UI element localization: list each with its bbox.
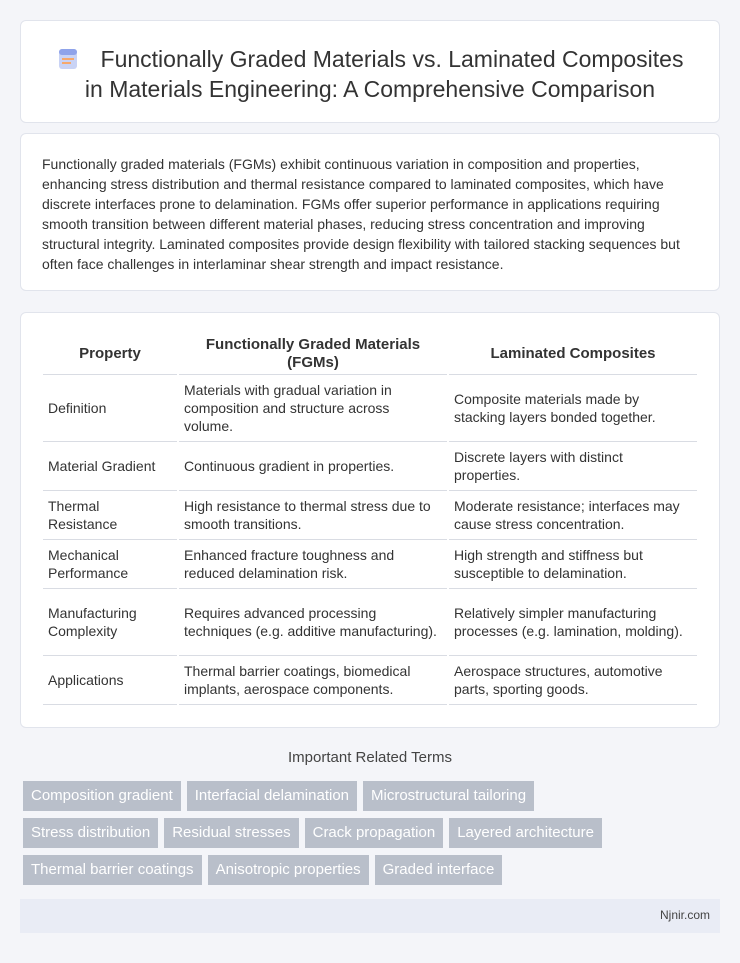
tag-row xyxy=(23,781,723,811)
page-title xyxy=(21,44,719,104)
header-property: Property xyxy=(43,333,177,375)
related-term-tag[interactable]: Interfacial delamination xyxy=(187,781,357,811)
row-fgm: Continuous gradient in properties. xyxy=(179,442,447,491)
related-terms-list xyxy=(23,781,723,892)
table-row xyxy=(43,491,697,540)
row-property: Mechanical Performance xyxy=(43,540,177,589)
related-term-tag[interactable]: Microstructural tailoring xyxy=(363,781,534,811)
row-property: Definition xyxy=(43,375,177,442)
related-term-tag[interactable]: Stress distribution xyxy=(23,818,158,848)
title-line-1: Functionally Graded Materials vs. Laminated Composites xyxy=(100,46,684,72)
table-row xyxy=(43,375,697,442)
intro-paragraph: Functionally graded materials (FGMs) exhibit continuous variation in composition and properties, enhancing stress distribution and thermal resistance compared to laminated composites, which have discrete interfaces prone to delamination. FGMs offer superior performance in applications requiring smooth transition between different material phases, reducing stress concentration and improving structural integrity. Laminated composites provide design flexibility with tailored stacking sequences but often face challenges in interlaminar shear strength and impact resistance. xyxy=(42,156,680,272)
row-laminated: Relatively simpler manufacturing processes (e.g. lamination, molding). xyxy=(449,589,697,656)
related-term-tag[interactable]: Composition gradient xyxy=(23,781,181,811)
row-laminated: Composite materials made by stacking layers bonded together. xyxy=(449,375,697,442)
row-laminated: Discrete layers with distinct properties. xyxy=(449,442,697,491)
row-fgm: Materials with gradual variation in composition and structure across volume. xyxy=(179,375,447,442)
related-term-tag[interactable]: Crack propagation xyxy=(305,818,444,848)
related-term-tag[interactable]: Graded interface xyxy=(375,855,503,885)
row-property: Thermal Resistance xyxy=(43,491,177,540)
related-term-tag[interactable]: Residual stresses xyxy=(164,818,298,848)
row-property: Material Gradient xyxy=(43,442,177,491)
related-term-tag[interactable]: Thermal barrier coatings xyxy=(23,855,202,885)
table-row xyxy=(43,589,697,656)
intro-card xyxy=(20,133,720,291)
title-card xyxy=(20,20,720,123)
tag-row xyxy=(23,855,723,885)
row-laminated: Moderate resistance; interfaces may cause stress concentration. xyxy=(449,491,697,540)
related-term-tag[interactable]: Layered architecture xyxy=(449,818,602,848)
footer xyxy=(20,899,720,933)
footer-site-link[interactable]: Njnir.com xyxy=(659,908,710,922)
title-line-2: in Materials Engineering: A Comprehensive Comparison xyxy=(84,76,656,102)
row-laminated: High strength and stiffness but susceptible to delamination. xyxy=(449,540,697,589)
table-row xyxy=(43,656,697,705)
row-fgm: High resistance to thermal stress due to smooth transitions. xyxy=(179,491,447,540)
comparison-table xyxy=(41,333,699,705)
table-row xyxy=(43,442,697,491)
document-icon xyxy=(57,48,79,70)
header-laminated: Laminated Composites xyxy=(449,333,697,375)
row-property: Applications xyxy=(43,656,177,705)
comparison-card xyxy=(20,312,720,728)
tag-row xyxy=(23,818,723,848)
table-header-row xyxy=(43,333,697,375)
related-term-tag[interactable]: Anisotropic properties xyxy=(208,855,369,885)
row-fgm: Enhanced fracture toughness and reduced delamination risk. xyxy=(179,540,447,589)
table-row xyxy=(43,540,697,589)
header-fgm: Functionally Graded Materials (FGMs) xyxy=(179,333,447,375)
row-fgm: Requires advanced processing techniques (e.g. additive manufacturing). xyxy=(179,589,447,656)
row-laminated: Aerospace structures, automotive parts, sporting goods. xyxy=(449,656,697,705)
row-property: Manufacturing Complexity xyxy=(43,589,177,656)
related-terms-heading: Important Related Terms xyxy=(288,749,452,766)
row-fgm: Thermal barrier coatings, biomedical implants, aerospace components. xyxy=(179,656,447,705)
